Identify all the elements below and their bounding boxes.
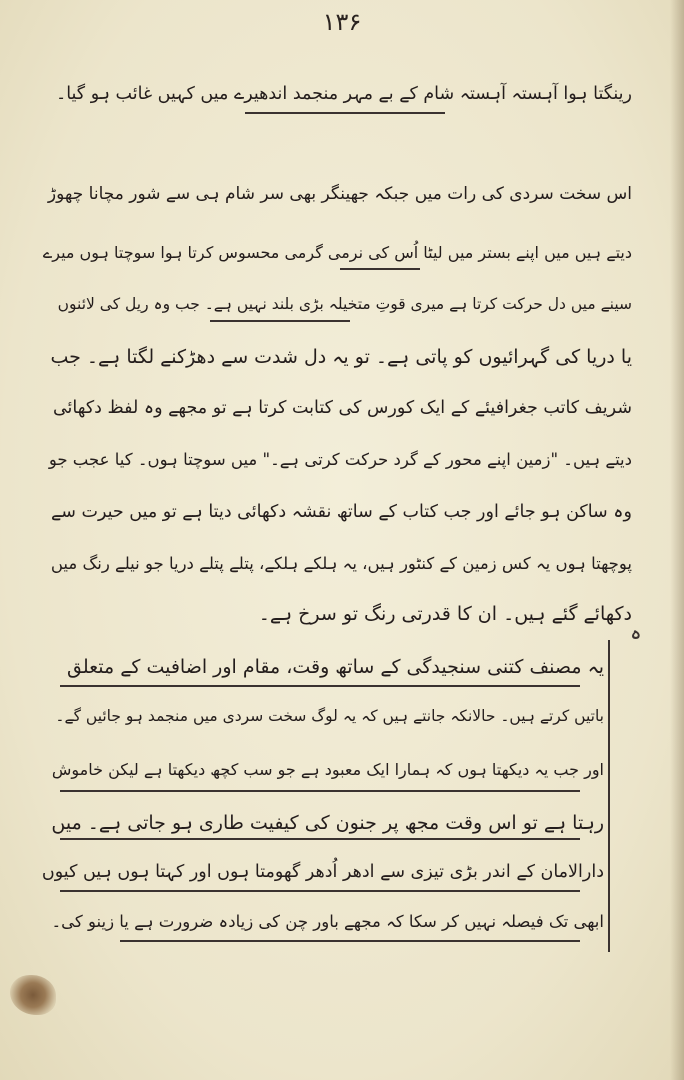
text-line-16: ابھی تک فیصلہ نہیں کر سکا کہ مجھے باور چن کی زیادہ ضرورت ہے یا زینو کی۔: [51, 912, 604, 931]
text-line-3: دیتے ہیں میں اپنے بستر میں لیٹا اُس کی نرمی گرمی محسوس کرتا ہوا سوچتا ہوں میرے: [42, 243, 632, 262]
text-line-13: اور جب یہ دیکھتا ہوں کہ ہمارا ایک معبود ہے جو سب کچھ دیکھتا ہے لیکن خاموش: [51, 760, 604, 779]
page-edge-shadow: [670, 0, 684, 1080]
underline-mark: [210, 320, 350, 322]
text-line-2: اس سخت سردی کی رات میں جبکہ جھینگر بھی سر شام ہی سے شور مچانا چھوڑ: [47, 184, 632, 204]
text-line-6: شریف کاتب جغرافیئے کے ایک کورس کی کتابت کرتا ہے تو مجھے وہ لفظ دکھائی: [52, 398, 632, 418]
text-line-5: یا دریا کی گہرائیوں کو پاتی ہے۔ تو یہ دل شدت سے دھڑکنے لگتا ہے۔ جب: [50, 346, 632, 368]
text-line-11: یہ مصنف کتنی سنجیدگی کے ساتھ وقت، مقام اور اضافیت کے متعلق: [66, 656, 604, 678]
underline-mark: [60, 685, 580, 687]
underline-mark: [60, 790, 580, 792]
margin-mark: ہ: [630, 620, 642, 644]
underline-mark: [120, 940, 580, 942]
text-line-14: رہتا ہے تو اس وقت مجھ پر جنون کی کیفیت طاری ہو جاتی ہے۔ میں: [51, 812, 604, 834]
underline-mark: [60, 838, 580, 840]
underline-mark: [245, 112, 445, 114]
text-line-12: باتیں کرتے ہیں۔ حالانکہ جانتے ہیں کہ یہ لوگ سخت سردی میں منجمد ہو جائیں گے۔: [55, 707, 604, 725]
text-line-15: دارالامان کے اندر بڑی تیزی سے ادھر اُدھر گھومتا ہوں اور کہتا ہوں ہیں کیوں: [41, 862, 604, 882]
text-line-1: رینگتا ہوا آہستہ آہستہ شام کے بے مہر منجمد اندھیرے میں کہیں غائب ہو گیا۔: [55, 84, 632, 104]
text-line-7: دیتے ہیں۔ "زمین اپنے محور کے گرد حرکت کرتی ہے۔" میں سوچتا ہوں۔ کیا عجب جو: [48, 450, 632, 469]
text-line-9: پوچھتا ہوں یہ کس زمین کے کنٹور ہیں، یہ ہلکے ہلکے، پتلے پتلے دریا جو نیلے رنگ میں: [50, 554, 632, 573]
text-line-10: دکھائے گئے ہیں۔ ان کا قدرتی رنگ تو سرخ ہے۔: [258, 603, 632, 625]
underline-mark: [60, 890, 580, 892]
text-line-4: سینے میں دل حرکت کرتا ہے میری قوتِ متخیلہ بڑی بلند نہیں ہے۔ جب وہ ریل کی لائنوں: [57, 295, 632, 313]
paper-stain: [10, 975, 56, 1015]
page-number: ۱۳۶: [322, 8, 362, 36]
underline-mark: [340, 268, 420, 270]
margin-bracket: [608, 640, 610, 952]
text-line-8: وہ ساکن ہو جائے اور جب کتاب کے ساتھ نقشہ دکھائی دیتا ہے تو میں حیرت سے: [50, 502, 632, 522]
